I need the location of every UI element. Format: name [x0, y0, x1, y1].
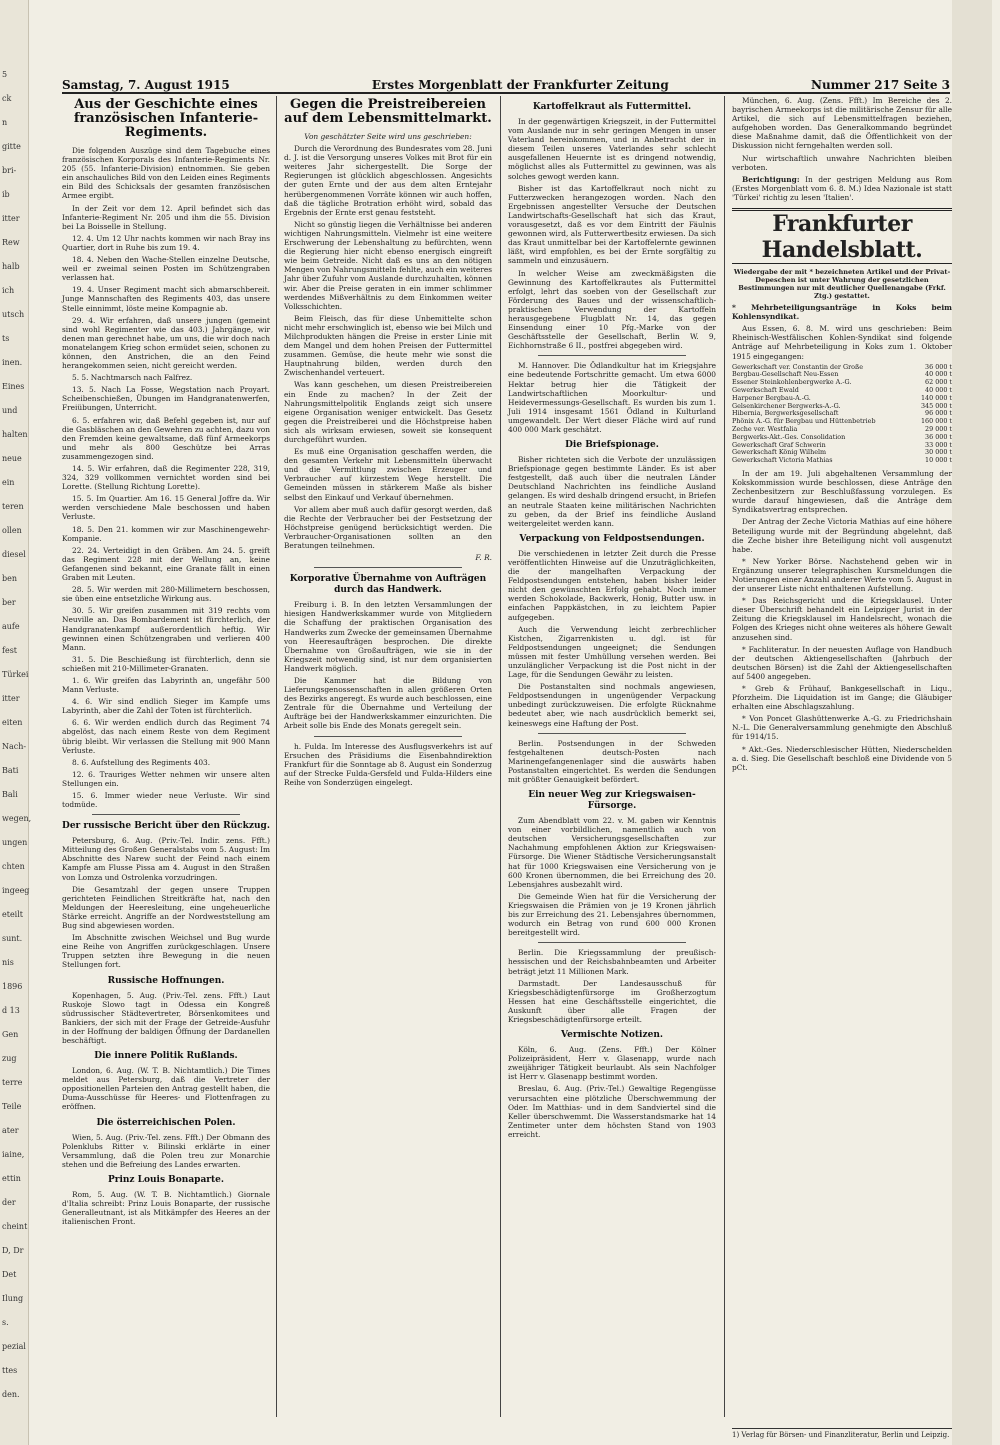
margin-fragment: aufe — [2, 622, 20, 631]
column-rule — [724, 96, 725, 1417]
paragraph: 1. 6. Wir greifen das Labyrinth an, ungefähr 500 Mann Verluste. — [62, 675, 270, 695]
column-rule — [276, 96, 277, 1417]
paragraph: In der am 19. Juli abgehaltenen Versammlung der Kokskommission wurde beschlossen, diese Anträge den Zechenbesitzern zur Beschlußfassung vorzulegen. Es wurde darauf hingewiesen, daß die Anträge dem Syndikatsvertrag entsprechen. — [732, 468, 952, 515]
correction-text: In der gestrigen Meldung aus Rom (Erstes Morgenblatt vom 6. 8. M.) Idea Nazionale ist statt 'Türkei' richtig zu lesen 'Italien'. — [732, 174, 952, 202]
paragraph: 13. 5. Nach La Fosse, Wegstation nach Proyart. Scheibenschießen, Übungen im Handgranatenwerfen, Freiübungen, Unterricht. — [62, 385, 270, 413]
left-margin-previous-page — [0, 0, 32, 1445]
margin-fragment: ater — [2, 1126, 19, 1135]
table-cell-name: Gewerkschaft König Wilhelm — [732, 448, 827, 457]
margin-fragment: ber — [2, 598, 16, 607]
separator — [314, 736, 462, 737]
article-body — [284, 144, 492, 550]
section-body — [508, 816, 716, 937]
margin-fragment: ck — [2, 94, 12, 103]
paragraph: 6. 6. Wir werden endlich durch das Regiment 74 abgelöst, das nach einem Reste von dem Regiment übrig bleibt. Wir verlassen die Stellung mit 900 Mann Verluste. — [62, 718, 270, 755]
section-body — [62, 836, 270, 969]
section-body — [508, 948, 716, 1024]
article-title: Kartoffelkraut als Futtermittel. — [532, 102, 692, 112]
paragraph: * Akt.-Ges. Niederschlesischer Hütten, Niederschelden a. d. Sieg. Die Gesellschaft beschloß eine Dividende von 5 pCt. — [732, 744, 952, 772]
paragraph: Rom, 5. Aug. (W. T. B. Nichtamtlich.) Giornale d'Italia schreibt: Prinz Louis Bonaparte, der russische Generalleutnant, ist als Mitkämpfer des Heeres an der italienischen Front. — [62, 1189, 270, 1227]
table-cell-value: 160 000 t — [920, 417, 952, 426]
table-cell-value: 33 000 t — [925, 440, 952, 449]
section-body — [62, 991, 270, 1046]
section-body — [284, 600, 492, 730]
table-cell-name: Essener Steinkohlenbergwerke A.-G. — [732, 378, 852, 387]
margin-fragment: ben — [2, 574, 18, 583]
section-title: Die innere Politik Rußlands. — [94, 1051, 238, 1062]
article-title: Gegen die Preistreibereien auf dem Lebensmittelmarkt. — [284, 97, 492, 126]
paragraph: 29. 4. Wir erfahren, daß unsere jungen (gemeint sind wohl Regimenter wie das 403.) Jahrgänge, wir denen man gerechnet habe, um uns, die wir doch nach monatelangem Krieg schon ermüdet seien, schonen zu können, den Anstrichen, die an den Feind herangekommen seien, nicht gereicht werden. — [62, 315, 270, 371]
table-cell-name: Gewerkschaft Ewald — [732, 385, 799, 394]
margin-fragment: ettin — [2, 1174, 21, 1183]
table-cell-name: Bergbau-Gesellschaft Neu-Essen — [732, 370, 839, 379]
header-paper-title: Erstes Morgenblatt der Frankfurter Zeitung — [371, 78, 669, 92]
margin-fragment: Det — [2, 1270, 17, 1279]
section-title: Die österreichischen Polen. — [96, 1117, 236, 1128]
paragraph: Durch die Verordnung des Bundesrates vom 28. Juni d. J. ist die Versorgung unseres Volkes mit Brot für ein weiteres Jahr sichergestellt. Die Sorge der Regierungen ist glücklich abgeschlossen. Angesichts der guten Ernte und der aus dem alten Erntejahr herübergenommenen Vorräte können wir auch hoffen, daß die tägliche Brotration erhöht wird, sobald das Ergebnis der Ernte erst genau feststeht. — [284, 144, 492, 217]
table-cell-name: Gewerkschaft Victoria Mathias — [732, 456, 833, 465]
paragraph: Nicht so günstig liegen die Verhältnisse bei anderen wichtigen Nahrungsmitteln. Vielmehr ist eine weitere Erschwerung der Lebenshaltung zu befürchten, wenn die Regierung hier nicht ebenso energisch eingreift wie beim Getreide. Nicht daß es uns an den nötigen Mengen von Nahrungsmitteln fehlte, auch ein weiteres Jahr über Zufuhr vom Auslande durchzuhalten, können wir. Aber die Preise geraten in ein immer schlimmer werdendes Mißverhältnis zu dem Einkommen weiter Volksschichten. — [284, 219, 492, 311]
margin-fragment: diesel — [2, 550, 26, 559]
paragraph: Bisher richteten sich die Verbote der unzulässigen Briefspionage gegen bestimmte Länder. Es ist aber festgestellt, daß auch über die neutralen Länder Deutschland Nachrichten ins feindliche Ausland gelangen. Es wird deshalb dringend ersucht, in Briefen an neutrale Staaten keine militärischen Nachrichten zu geben, da der Brief ins feindliche Ausland weitergeleitet werden kann. — [508, 455, 716, 528]
paragraph: In der gegenwärtigen Kriegszeit, in der Futtermittel vom Auslande nur in sehr geringen Mengen in unser Vaterland hereinkommen, und in Anbetracht der in diesem Teilen unseres Vaterlandes sehr schlecht ausgefallenen Heuernte ist es dringend notwendig, möglichst alles als Futtermittel zu gewinnen, was als solches gewogt werden kann. — [508, 117, 716, 181]
paragraph: 15. 6. Immer wieder neue Verluste. Wir sind todmüde. — [62, 791, 270, 810]
margin-fragment: pezial — [2, 1342, 26, 1351]
paragraph: Darmstadt. Der Landesausschuß für Kriegsbeschädigtenfürsorge im Großherzogtum Hessen hat eine Geschäftsstelle eingerichtet, die Auskunft über alle Fragen der Kriegsbeschädigtenfürsorge erteilt. — [508, 978, 716, 1024]
margin-fragment: Türkei — [2, 670, 29, 679]
coal-article-title: * Mehrbeteiligungsanträge in Koks beim Kohlensyndikat. — [732, 303, 952, 322]
table-cell-value: 40 000 t — [925, 370, 952, 379]
paragraph: * Fachliteratur. In der neuesten Auflage von Handbuch der deutschen Aktiengesellschaften (Jahrbuch der deutschen Börsen) ist die Zahl der Aktiengesellschaften auf 5400 angegeben. — [732, 644, 952, 681]
paragraph: Petersburg, 6. Aug. (Priv.-Tel. Indir. zens. Ffft.) Mitteilung des Großen Generalstabs vom 5. August: Im Abschnitte des Narew sucht der Feind nach einem Kampfe am Flusse Pissa am 4. August in den Straßen von Lomza und Ostrolenka vorzudringen. — [62, 836, 270, 882]
margin-fragment: fest — [2, 646, 18, 655]
paragraph: Die Kammer hat die Bildung von Lieferungsgenossenschaften in allen größeren Orten des Bezirks angeregt. Es wurde auch beschlossen, eine Zentrale für die Übernahme und Verteilung der Aufträge bei der Handwerkskammer einzurichten. Die Arbeit solle bis Ende des Monats geregelt sein. — [284, 675, 492, 731]
paragraph: Die verschiedenen in letzter Zeit durch die Presse veröffentlichten Hinweise auf die Unzuträglichkeiten, die der mangelhaften Verpackung der Feldpostsendungen entstehen, haben bisher leider nicht den gewünschten Erfolg gehabt. Noch immer werden Schokolade, Backwerk, Honig, Butter usw. in einfachen Pappkästchen, in zu leichtem Papier aufgegeben. — [508, 548, 716, 622]
section-title: Verpackung von Feldpostsendungen. — [519, 533, 705, 544]
paragraph: * New Yorker Börse. Nachstehend geben wir in Ergänzung unserer telegraphischen Kursmeldungen die Notierungen einer Anzahl anderer Werte vom 5. August in der unserer Liste nicht enthaltenen Aufstellung. — [732, 556, 952, 594]
section-title: Russische Hoffnungen. — [107, 975, 225, 986]
section-body — [508, 1045, 716, 1139]
margin-fragment: chten — [2, 862, 25, 871]
paragraph: Die folgenden Auszüge sind dem Tagebuche eines französischen Korporals des Infanterie-Regiments Nr. 205 (55. Infanterie-Division) entnommen. Sie geben ein anschauliches Bild von den Leiden eines Regiments ein Bild des Schicksals der gesamten französischen Armee ergibt. — [62, 146, 271, 201]
separator — [314, 567, 462, 568]
paragraph: 22. 24. Verteidigt in den Gräben. Am 24. 5. greift das Regiment 228 mit der Wellung an, keine Gefangenen sind bekannt, eine Granate fällt in einen Graben mit Leuten. — [62, 545, 270, 583]
table-cell-name: Gewerkschaft ver. Constantin der Große — [732, 362, 864, 371]
margin-fragment: nis — [2, 958, 14, 967]
margin-fragment: itter — [2, 214, 20, 223]
margin-fragment: utsch — [2, 310, 25, 319]
table-cell-name: Phönix A.-G. für Bergbau und Hüttenbetrieb — [732, 417, 876, 426]
section-title: Ein neuer Weg zur Kriegswaisen-Fürsorge. — [528, 790, 696, 812]
section-body — [508, 361, 716, 434]
paragraph: 30. 5. Wir greifen zusammen mit 319 rechts vom Neuville an. Das Bombardement ist fürchterlich, der Handgranatenkampf außerordentlich heftig. Wir gewinnen einen Schützengraben und verlieren 400 Mann. — [62, 606, 270, 652]
margin-fragment: teren — [2, 502, 24, 511]
margin-fragment: ttes — [2, 1366, 18, 1375]
column-4 — [732, 96, 952, 775]
margin-fragment: und — [2, 406, 18, 415]
margin-fragment: 1896 — [2, 982, 23, 991]
margin-fragment: Ilung — [2, 1294, 24, 1303]
margin-fragment: terre — [2, 1078, 23, 1087]
table-cell-name: Gelsenkirchener Bergwerks-A.-G. — [732, 401, 841, 410]
handelsblatt-title: Frankfurter Handelsblatt. — [732, 208, 952, 264]
margin-fragment: ts — [2, 334, 10, 343]
paragraph: * Von Poncet Glashüttenwerke A.-G. zu Friedrichshain N.-L. Die Generalversammlung genehmigte den Abschluß für 1914/15. — [732, 714, 952, 742]
right-page-edge — [952, 0, 992, 1445]
section-title: Prinz Louis Bonaparte. — [107, 1174, 225, 1185]
section-body — [508, 455, 716, 528]
article-byline: Von geschätzter Seite wird uns geschrieben: — [304, 132, 472, 141]
section-body — [62, 1133, 270, 1169]
paragraph: M. Hannover. Die Ödlandkultur hat im Kriegsjahre eine bedeutende Fortschritte gemacht. Um etwa 6000 Hektar betrug hier die Tätigkeit der Landwirtschaftlichen Moorkultur- und Heidevermessungs-Gesellschaft. Es wurden bis zum 1. Juli 1914 insgesamt 1561 Ödland in Kulturland umgewandelt. Der Wert dieser Fläche wird auf rund 400 000 Mark geschätzt. — [508, 361, 716, 434]
paragraph: Köln, 6. Aug. (Zens. Ffft.) Der Kölner Polizeipräsident, Herr v. Glasenapp, wurde nach zweijähriger Tätigkeit beurlaubt. Als sein Nachfolger ist Herr v. Glasenapp bestimmt worden. — [508, 1045, 716, 1082]
section-title: Korporative Übernahme von Aufträgen durch das Handwerk. — [289, 574, 487, 596]
paragraph: München, 6. Aug. (Zens. Ffft.) Im Bereiche des 2. bayrischen Armeekorps ist die militärische Zensur für alle Artikel, die sich auf Lebensmittelfragen beziehen, aufgehoben worden. Das Generalkommando begründet diese Maßnahme damit, daß die Öffentlichkeit von der Diskussion nicht ferngehalten werden soll. — [732, 96, 952, 151]
article-body — [62, 146, 270, 809]
coal-article-text: Aus Essen, 6. 8. M. wird uns geschrieben: Beim Rheinisch-Westfälischen Kohlen-Syndikat sind folgende Anträge auf Mehrbeteiligung in Koks zum 1. Oktober 1915 eingegangen: — [732, 324, 952, 361]
section-title: Der russische Bericht über den Rückzug. — [62, 821, 270, 832]
table-cell-value: 62 000 t — [925, 378, 952, 387]
paragraph: Kopenhagen, 5. Aug. (Priv.-Tel. zens. Ffft.) Laut Ruskoje Slowo tagt in Odessa ein Kongreß südrussischer Städtevertreter, Börsenkomitees und Bankiers, der sich mit der Frage der Getreide-Ausfuhr in der Hoffnung der baldigen Öffnung der Dardanellen beschäftigt. — [62, 990, 270, 1045]
paragraph: 14. 5. Wir erfahren, daß die Regimenter 228, 319, 324, 329 vollkommen vernichtet worden sind bei Lorette. (Stellung Richtung Lorette). — [62, 464, 270, 492]
margin-fragment: neue — [2, 454, 22, 463]
handelsblatt-body — [732, 469, 952, 772]
article-body — [508, 117, 716, 350]
margin-fragment: eteilt — [2, 910, 24, 919]
header-page-number: Nummer 217 Seite 3 — [810, 78, 950, 92]
page-header — [62, 74, 950, 94]
margin-fragment: Rew — [2, 238, 20, 247]
paragraph: 18. 5. Den 21. kommen wir zur Maschinengewehr-Kompanie. — [62, 524, 270, 543]
margin-fragment: Eines — [2, 382, 25, 391]
correction-label: Berichtigung: — [742, 174, 800, 184]
paragraph: Beim Fleisch, das für diese Unbemittelte schon nicht mehr erschwinglich ist, ebenso wie bei Milch und Milchprodukten hängen die Preise in erster Linie mit dem Mangel und dem hohen Preisen der Futtermittel zusammen. Gemüse, die heute mehr wie sonst die Hauptnahrung bilden, werden durch den Zwischenhandel verteuert. — [284, 313, 492, 378]
separator — [538, 355, 686, 356]
separator — [538, 942, 686, 943]
paragraph: Nur wirtschaftlich unwahre Nachrichten bleiben verboten. — [732, 153, 952, 172]
margin-fragment: inen. — [2, 358, 23, 367]
table-cell-value: 10 000 t — [925, 456, 952, 465]
paragraph: 28. 5. Wir werden mit 280-Millimetern beschossen, sie üben eine entsetzliche Wirkung aus. — [62, 585, 270, 604]
paragraph: Die Postanstalten sind nochmals angewiesen, Feldpostsendungen in ungenügender Verpackung unbedingt zurückzuweisen. Die erfolgte Rücknahme bedeutet aber, wie nach ausdrücklich bemerkt sei, keineswegs eine Haftung der Post. — [508, 682, 716, 728]
paragraph: 5. 5. Nachtmarsch nach Falfrez. — [72, 373, 193, 383]
section-body — [508, 739, 716, 784]
column-rule — [500, 96, 501, 1417]
table-cell-name: Hibernia, Bergwerksgesellschaft — [732, 409, 839, 418]
margin-fragment: zug — [2, 1054, 17, 1063]
table-cell-value: 96 000 t — [925, 409, 952, 418]
section-body — [62, 1190, 270, 1226]
margin-fragment: 5 — [2, 70, 8, 79]
paragraph: Im Abschnitte zwischen Weichsel und Bug wurde eine Reihe von Angriffen zurückgeschlagen. Unsere Truppen setzten ihre Bewegung in die neuen Stellungen fort. — [62, 933, 270, 970]
table-cell-value: 36 000 t — [925, 432, 952, 441]
paragraph: In welcher Weise am zweckmäßigsten die Gewinnung des Kartoffelkrautes als Futtermittel erfolgt, lehrt das soeben von der Gesellschaft zur Förderung des Baues und der wissenschaftlich-praktischen Verwendung der Kartoffeln herausgegebene Flugblatt Nr. 14, das gegen Einsendung einer 10 Pfg.-Marke von der Geschäftsstelle der Gesellschaft, Berlin W. 9, Eichhornstraße 6 II., postfrei abgegeben wird. — [508, 268, 716, 351]
margin-fragment: itter — [2, 694, 20, 703]
margin-fragment: n — [2, 118, 8, 127]
paragraph: Es muß eine Organisation geschaffen werden, die den gesamten Verkehr mit Lebensmitteln überwacht und die Vermittlung zwischen Erzeuger und Verbraucher auf kürzestem Wege herstellt. Die Gemeinden müssen in stärkerem Maße als bisher selbst den Einkauf und Verkauf übernehmen. — [284, 447, 492, 502]
margin-fragment: Teile — [2, 1102, 22, 1111]
section-title: Vermischte Notizen. — [561, 1030, 663, 1041]
margin-fragment: der — [2, 1198, 16, 1207]
table-cell-value: 30 000 t — [925, 448, 952, 457]
margin-fragment: iaine, — [2, 1150, 25, 1159]
table-row — [732, 457, 952, 465]
table-cell-name: Zeche ver. Westfalia — [732, 424, 798, 433]
margin-fragment: ich — [2, 286, 15, 295]
paragraph: * Das Reichsgericht und die Kriegsklausel. Unter dieser Überschrift behandelt ein Leipziger Jurist in der Zeitung die Kriegsklausel im Handelsrecht, wonach die Folgen des Krieges nicht ohne weiteres als höhere Gewalt anzusehen sind. — [732, 596, 952, 642]
paragraph: Wien, 5. Aug. (Priv.-Tel. zens. Ffft.) Der Obmann des Polenklubs Ritter v. Bilinski erklärte in einer Versammlung, daß die Polen treu zur Monarchie stehen und die Befreiung des Landes erwarten. — [62, 1132, 270, 1169]
margin-fragment: ingeeg — [2, 886, 30, 895]
margin-fragment: cheint — [2, 1222, 28, 1231]
paragraph: Vor allem aber muß auch dafür gesorgt werden, daß die Rechte der Verbraucher bei der Festsetzung der Höchstpreise genügend berücksichtigt werden. Die Verbraucher-Organisationen sollten an den Beratungen teilnehmen. — [284, 504, 492, 551]
section-title: Die Briefspionage. — [565, 440, 659, 451]
handelsblatt-notice: Wiedergabe der mit * bezeichneten Artikel und der Privat-Depeschen ist unter Wahrung der gesetzlichen Bestimmungen nur mit deutlicher Quellenangabe (Frkf. Ztg.) gestattet. — [733, 268, 951, 301]
table-cell-name: Gewerkschaft Graf Schwerin — [732, 440, 826, 449]
paragraph: Berlin. Postsendungen in der Schweden festgehaltenen deutsch-Posten nach Marinengefangenenlager sind die auswärts haben Postanstalten eingerichtet. Es werden die Sendungen mit größter Genauigkeit befördert. — [508, 738, 716, 784]
separator — [92, 814, 240, 815]
paragraph: Der Antrag der Zeche Victoria Mathias auf eine höhere Beteiligung wurde mit der Begründung abgelehnt, daß die Zeche bisher ihre Beteiligung nicht voll ausgenutzt habe. — [732, 517, 952, 554]
margin-fragment: D, Dr — [2, 1246, 24, 1255]
footer-note: 1) Verlag für Börsen- und Finanzliteratur, Berlin und Leipzig. — [732, 1428, 952, 1439]
margin-fragment: bri- — [2, 166, 17, 175]
paragraph: Breslau, 6. Aug. (Priv.-Tel.) Gewaltige Regengüsse verursachten eine plötzliche Überschwemmung der Oder. Im Matthias- und in dem Sandviertel sind die Keller überschwemmt. Die Wasserstandsmarke hat 14 Zentimeter unter dem höchsten Stand von 1903 erreicht. — [508, 1084, 716, 1139]
paragraph: Berlin. Die Kriegssammlung der preußisch-hessischen und der Reichsbahnbeamten und Arbeiter beträgt jetzt 11 Millionen Mark. — [508, 948, 716, 976]
table-cell-name: Harpener Bergbau-A.-G. — [732, 393, 811, 402]
margin-fragment: Bati — [2, 766, 19, 775]
paragraph: h. Fulda. Im Interesse des Ausflugsverkehrs ist auf Ersuchen des Präsidiums die Eisenbahndirektion Frankfurt für die Sonntage ab 8. August ein Sonderzug auf der Strecke Fulda-Gersfeld und Fulda-Hilders eine Reihe von Sonderzügen eingelegt. — [284, 741, 492, 787]
margin-fragment: ungen — [2, 838, 28, 847]
paragraph: 12. 4. Um 12 Uhr nachts kommen wir nach Bray ins Quartier, dort in Ruhe bis zum 19. 4. — [62, 233, 270, 252]
paragraph: 19. 4. Unser Regiment macht sich abmarschbereit. Junge Mannschaften des Regiments 403, das unsere Stelle einnimmt, löste meine Kompagnie ab. — [62, 285, 270, 313]
paragraph: London, 6. Aug. (W. T. B. Nichtamtlich.) Die Times meldet aus Petersburg, daß die Vertreter der oppositionellen Parteien den Antrag gestellt haben, die Duma-Ausschüsse für Heeres- und Flottenfragen zu eröffnen. — [62, 1066, 270, 1112]
table-cell-value: 36 000 t — [925, 362, 952, 371]
margin-fragment: Gen — [2, 1030, 19, 1039]
margin-fragment: d 13 — [2, 1006, 20, 1015]
section-body — [284, 742, 492, 787]
column-2 — [284, 96, 492, 790]
correction — [732, 175, 952, 202]
article-title: Aus der Geschichte eines französischen Infanterie-Regiments. — [73, 97, 259, 140]
paragraph: 12. 6. Trauriges Wetter nehmen wir unsere alten Stellungen ein. — [62, 769, 270, 788]
paragraph: 31. 5. Die Beschießung ist fürchterlich, denn sie schießen mit 210-Millimeter-Granaten. — [62, 654, 270, 673]
margin-fragment: ein — [2, 478, 15, 487]
column-3 — [508, 96, 716, 1142]
paragraph: 6. 5. erfahren wir, daß Befehl gegeben ist, nur auf die Gasbläschen an den Gewehren zu achten, dazu von den Fremden keine gewaltsame, daß fünf Armeekorps und mehr als 800 Geschütze bei Arras zusammengezogen sind. — [62, 415, 270, 461]
margin-fragment: s. — [2, 1318, 9, 1327]
margin-fragment: Bali — [2, 790, 18, 799]
paragraph: Die Gesamtzahl der gegen unsere Truppen gerichteten Feindlichen Streitkräfte hat, nach den Meldungen der Heeresleitung, eine ungeheuerliche Stärke erreicht. Angriffe an der Nordweststellung am Bug sind abgewiesen worden. — [62, 884, 270, 931]
margin-fragment: wegen, — [2, 814, 32, 823]
margin-fragment: ollen — [2, 526, 22, 535]
column-1 — [62, 96, 270, 1229]
section-body — [62, 1066, 270, 1111]
table-cell-value: 345 000 t — [920, 401, 952, 410]
paragraph: Zum Abendblatt vom 22. v. M. gaben wir Kenntnis von einer vorbildlichen, namentlich auch von deutschen Versicherungsgesellschaften zur Nachahmung empfohlenen Aktion zur Kriegswaisen-Fürsorge. Die Wiener Städtische Versicherungsanstalt hat für 1000 Kriegswaisen eine Versicherung von je 600 Kronen übernommen, die bei Erreichung des 20. Lebensjahres ausbezahlt wird. — [508, 816, 716, 889]
paragraph: 8. 6. Aufstellung des Regiments 403. — [72, 757, 211, 767]
margin-fragment: halb — [2, 262, 20, 271]
paragraph: Freiburg i. B. In den letzten Versammlungen der hiesigen Handwerkskammer wurde von Mitgliedern die Schaffung der praktischen Organisation des Handwerks zum Zwecke der gemeinsamen Übernahme von Heeresaufträgen besprochen. Die direkte Übernahme von Großaufträgen, wie sie in der Kriegszeit notwendig sind, ist nur dem organisierten Handwerk möglich. — [284, 600, 492, 673]
table-cell-value: 29 000 t — [925, 424, 952, 433]
coal-table — [732, 364, 952, 465]
intro-body — [732, 96, 952, 172]
margin-fragment: ib — [2, 190, 10, 199]
paragraph: 4. 6. Wir sind endlich Sieger im Kampfe ums Labyrinth, aber die Zahl der Toten ist fürchterlich. — [62, 697, 270, 716]
margin-fragment: den. — [2, 1390, 20, 1399]
paragraph: Auch die Verwendung leicht zerbrechlicher Kistchen, Zigarrenkisten u. dgl. ist für Feldpostsendungen ungeeignet; die Sendungen müssen mit fester Umhüllung versehen werden. Bei unzulänglicher Verpackung ist die Post nicht in der Lage, für die Sendungen Gewähr zu leisten. — [508, 624, 716, 680]
paragraph: 15. 5. Im Quartier. Am 16. 15 General Joffre da. Wir werden verschiedene Male beschossen und haben Verluste. — [62, 494, 270, 522]
table-cell-value: 140 000 t — [920, 393, 952, 402]
paragraph: * Greb & Frühauf, Bankgesellschaft in Liqu., Pforzheim. Die Liquidation ist im Gange; die Gläubiger erhalten eine Abschlagszahlung. — [732, 684, 952, 712]
margin-fragment: sunt. — [2, 934, 23, 943]
table-cell-name: Bergwerks-Akt.-Ges. Consolidation — [732, 432, 846, 441]
article-signature: F. R. — [475, 553, 492, 563]
paragraph: Was kann geschehen, um diesen Preistreibereien ein Ende zu machen? In der Zeit der Nahrungsmittelpolitik Englands zeigt sich unsere eigene Organisation weniger entwickelt. Das Gesetz gegen die Preistreiberei und die Höchstpreise haben sich als wirksam erwiesen, soweit sie konsequent durchgeführt wurden. — [284, 380, 492, 444]
paragraph: Die Gemeinde Wien hat für die Versicherung der Kriegswaisen die Prämien von je 19 Kronen jährlich bis zur Erreichung des 21. Lebensjahres übernommen, wodurch ein Betrag von rund 600 000 Kronen bereitgestellt wird. — [508, 891, 716, 938]
paragraph: In der Zeit vor dem 12. April befindet sich das Infanterie-Regiment Nr. 205 und ihm die 55. Division bei La Boisselle in Stellung. — [62, 203, 270, 231]
header-date: Samstag, 7. August 1915 — [62, 78, 230, 92]
separator — [538, 733, 686, 734]
table-cell-value: 40 000 t — [925, 385, 952, 394]
paragraph: 18. 4. Neben den Wache-Stellen einzelne Deutsche, weil er zweimal seinen Posten im Schützengraben verlassen hat. — [62, 255, 270, 283]
margin-fragment: halten — [2, 430, 28, 439]
section-body — [508, 549, 716, 728]
margin-fragment: gitte — [2, 142, 21, 151]
margin-fragment: eiten — [2, 718, 23, 727]
paragraph: Bisher ist das Kartoffelkraut noch nicht zu Futterzwecken herangezogen worden. Nach den Ergebnissen angestellter Versuche der Deutschen Landwirtschafts-Gesellschaft hat sich das Kraut, vorausgesetzt, daß es vor dem Eintritt der Fäulnis gewonnen wird, als Futterwertbesitz erwiesen. Da sich das Kraut unmittelbar bei der Kartoffelernte gewinnen läßt, wird empfohlen, es bei der Ernte sorgfältig zu sammeln und einzusäuern. — [508, 183, 716, 266]
margin-fragment: Nach- — [2, 742, 27, 751]
